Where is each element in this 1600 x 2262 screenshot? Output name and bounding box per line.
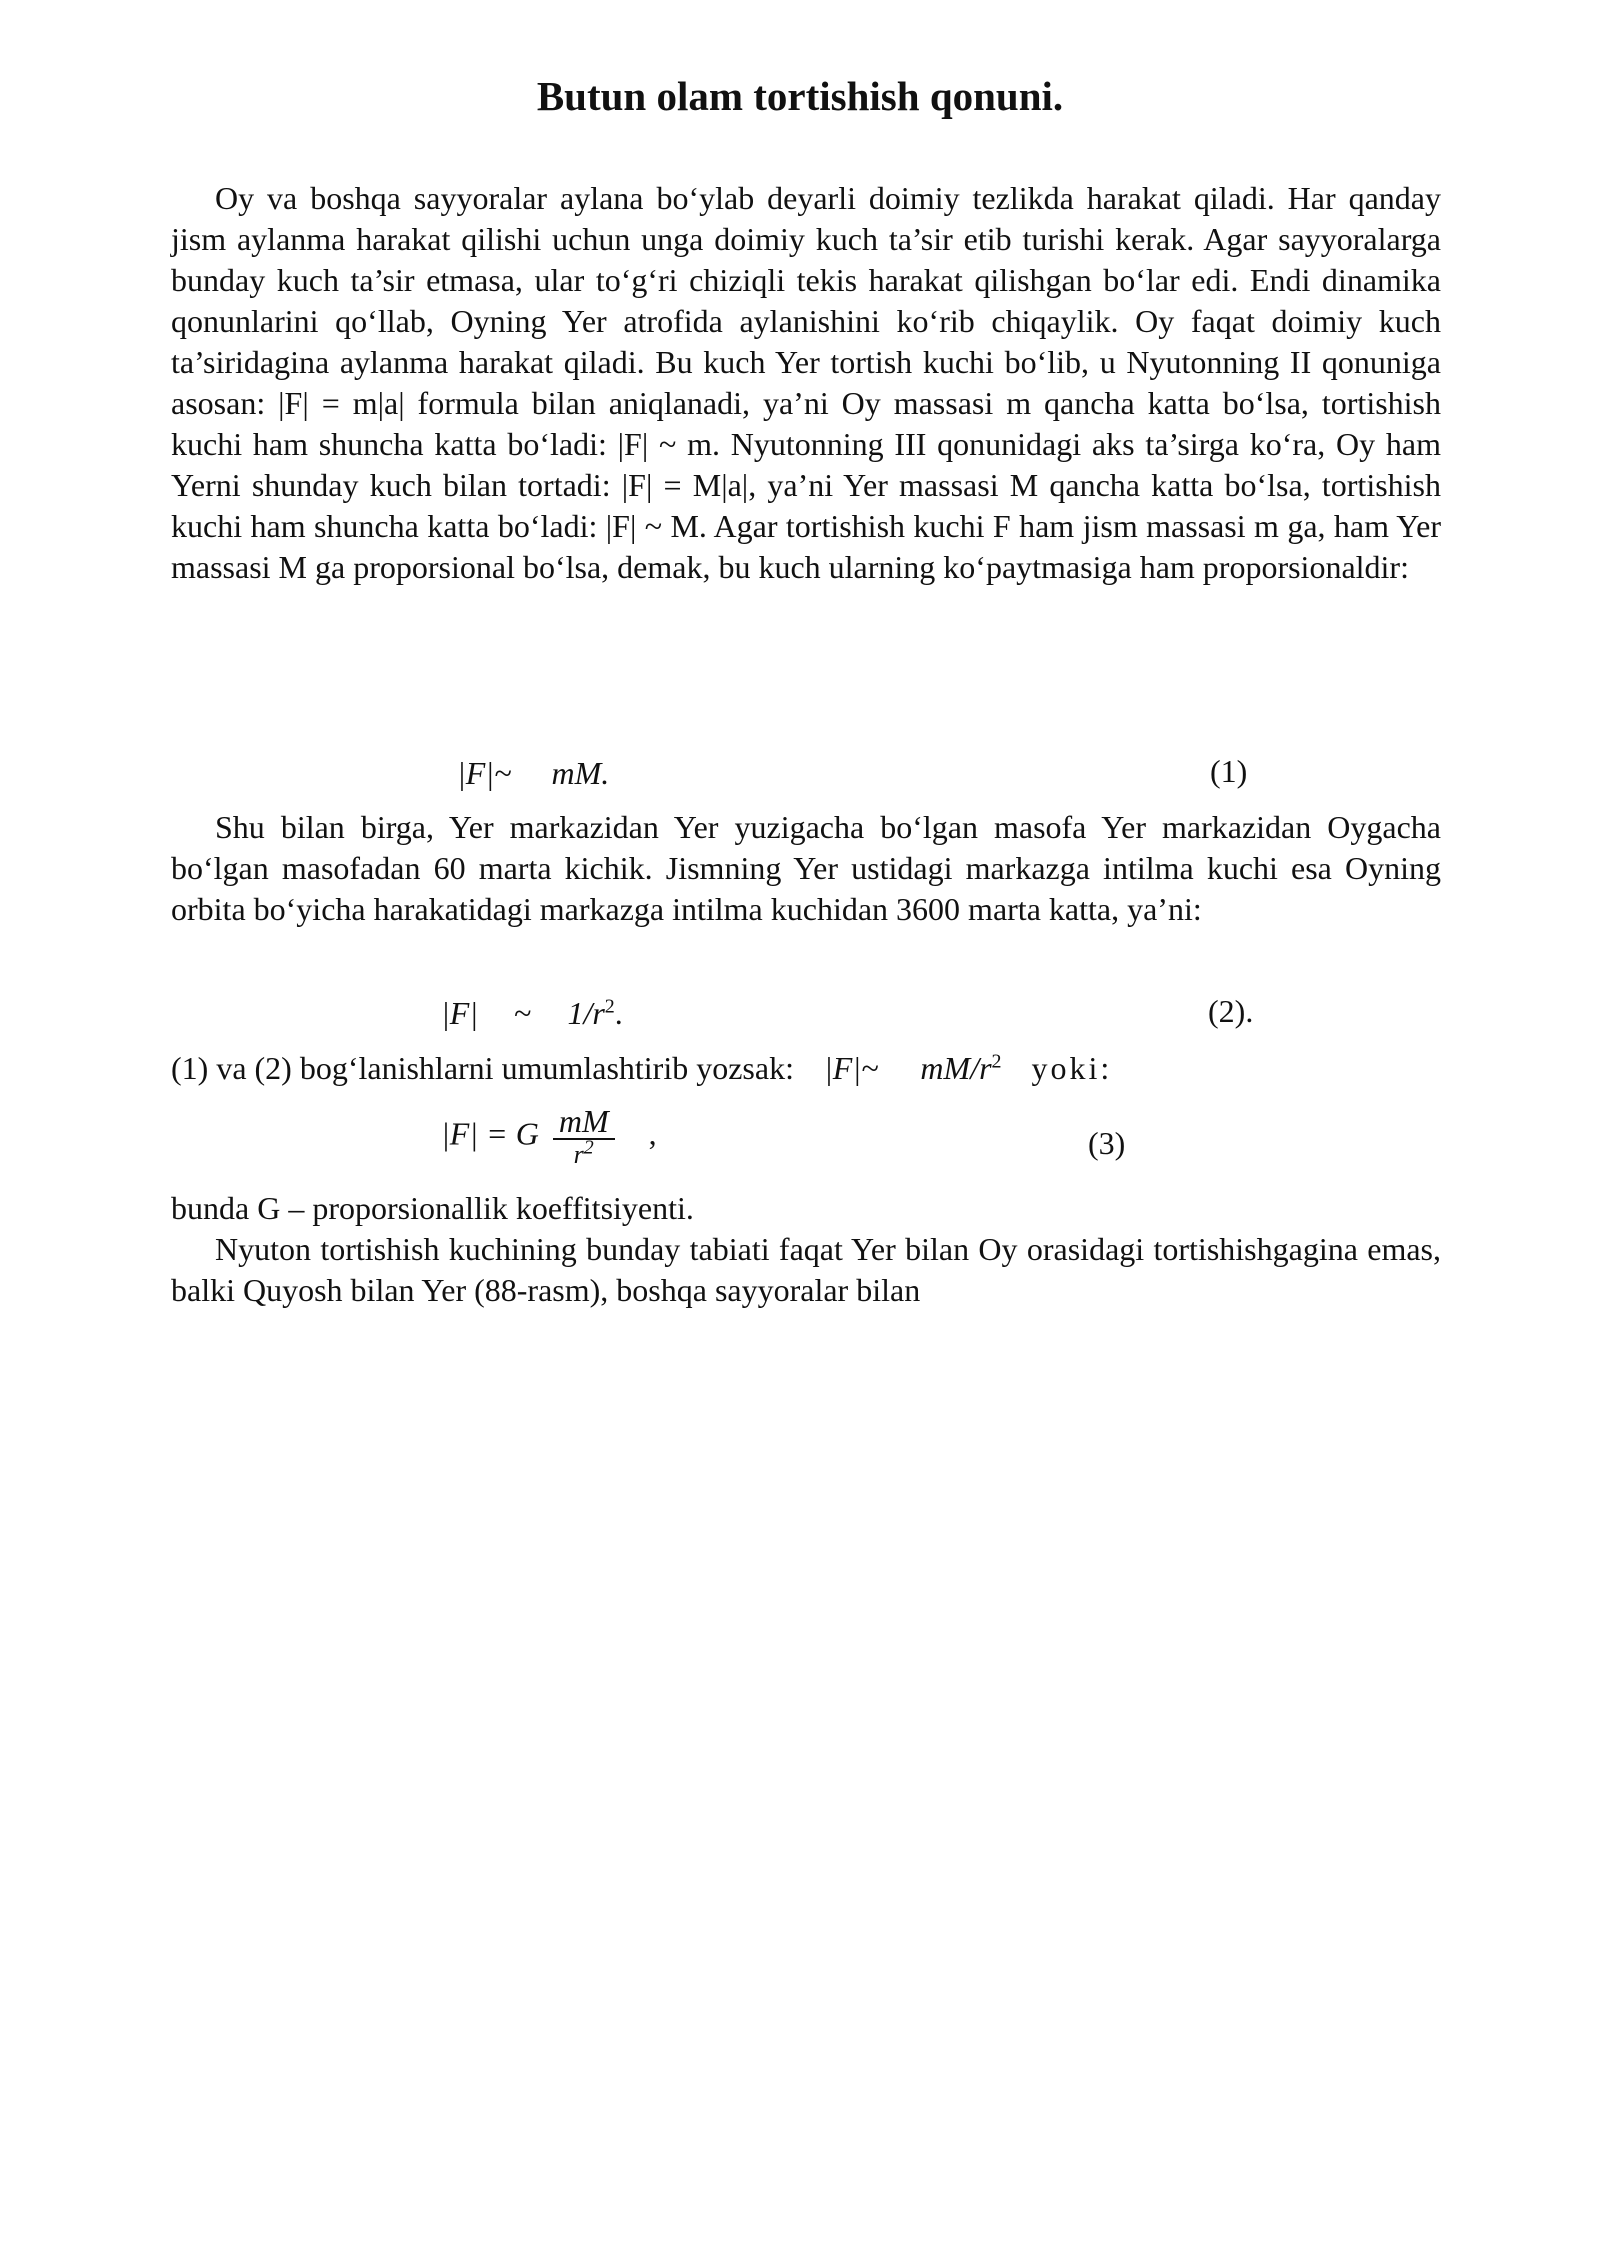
- paragraph-3-formula-mid: mM/r: [920, 1050, 992, 1086]
- paragraph-2: Shu bilan birga, Yer markazidan Yer yuzigacha bo‘lgan masofa Yer markazidan Oygacha bo‘lgan masofadan 60 marta kichik. Jismning Yer ustidagi markazga intilma kuchi esa Oyning orbita bo‘yicha harakatidagi markazga intilma kuchidan 3600 marta katta, ya’ni:: [171, 809, 1441, 927]
- formula-1: [457, 753, 609, 794]
- paragraph-3-tail: yoki:: [1031, 1050, 1113, 1086]
- formula-3-fraction: [553, 1104, 615, 1170]
- paragraph-3-text: (1) va (2) bog‘lanishlarni umumlashtirib yozsak:: [171, 1050, 794, 1086]
- paragraph-1: Oy va boshqa sayyoralar aylana bo‘ylab deyarli doimiy tezlikda harakat qiladi. Har qanday jism aylanma harakat qilishi uchun unga doimiy kuch ta’sir etib turishi kerak. Agar sayyoralarga bunday kuch ta’sir etmasa, ular to‘g‘ri chiziqli tekis harakat qilishgan bo‘lar edi. Endi dinamika qonunlarini qo‘llab, Oyning Yer atrofida aylanishini ko‘rib chiqaylik. Oy faqat doimiy kuch ta’siridagina aylanma harakat qiladi. Bu kuch Yer tortish kuchi bo‘lib, u Nyutonning II qonuniga asosan: |F| = m|a| formula bilan aniqlanadi, ya’ni Oy massasi m qancha katta bo‘lsa, tortishish kuchi ham shuncha katta bo‘ladi: |F| ~ m. Nyutonning III qonunidagi aks ta’sirga ko‘ra, Oy ham Yerni shunday kuch bilan tortadi: |F| = M|a|, ya’ni Yer massasi M qancha katta bo‘lsa, tortishish kuchi ham shuncha katta bo‘ladi: |F| ~ M. Agar tortishish kuchi F ham jism massasi m ga, ham Yer massasi M ga proporsional bo‘lsa, demak, bu kuch ularning ko‘paytmasiga ham proporsionaldir:: [171, 180, 1441, 585]
- formula-2: [441, 993, 623, 1034]
- equation-number-3: (3): [1088, 1125, 1126, 1161]
- formula-3: [441, 1104, 657, 1170]
- paragraph-combine: [171, 1048, 1441, 1089]
- formula-3-left: |F| = G: [441, 1115, 539, 1152]
- formula-2-tilde: ~: [514, 995, 532, 1031]
- equation-number-2: (2).: [1208, 993, 1254, 1029]
- equation-number-1: (1): [1210, 753, 1248, 789]
- paragraph-5: Nyuton tortishish kuchining bunday tabiati faqat Yer bilan Oy orasidagi tortishishgagina emas, balki Quyosh bilan Yer (88-rasm), boshqa sayyoralar bilan: [171, 1231, 1441, 1308]
- paragraph-3: [171, 1048, 1441, 1089]
- formula-1-right: mM.: [551, 755, 610, 791]
- paragraph-3-formula: |F|~: [823, 1050, 879, 1086]
- formula-2-dot: .: [614, 995, 623, 1031]
- page-title: Butun olam tortishish qonuni.: [536, 73, 1064, 119]
- paragraph-distance: [171, 807, 1441, 930]
- formula-3-comma: ,: [648, 1115, 657, 1152]
- paragraph-4: bunda G – proporsionallik koeffitsiyenti.: [171, 1190, 694, 1226]
- formula-3-numerator: mM: [553, 1104, 615, 1140]
- formula-2-left: |F|: [441, 995, 479, 1031]
- paragraph-3-exponent: 2: [991, 1050, 1002, 1073]
- paragraph-conclusion: [171, 1188, 1441, 1311]
- paragraph-intro: [171, 178, 1441, 588]
- formula-2-right: 1/r: [567, 995, 605, 1031]
- formula-3-denominator: $r^2$: [573, 1136, 594, 1169]
- formula-2-exponent: 2: [604, 995, 615, 1018]
- formula-1-left: |F|~: [457, 755, 512, 791]
